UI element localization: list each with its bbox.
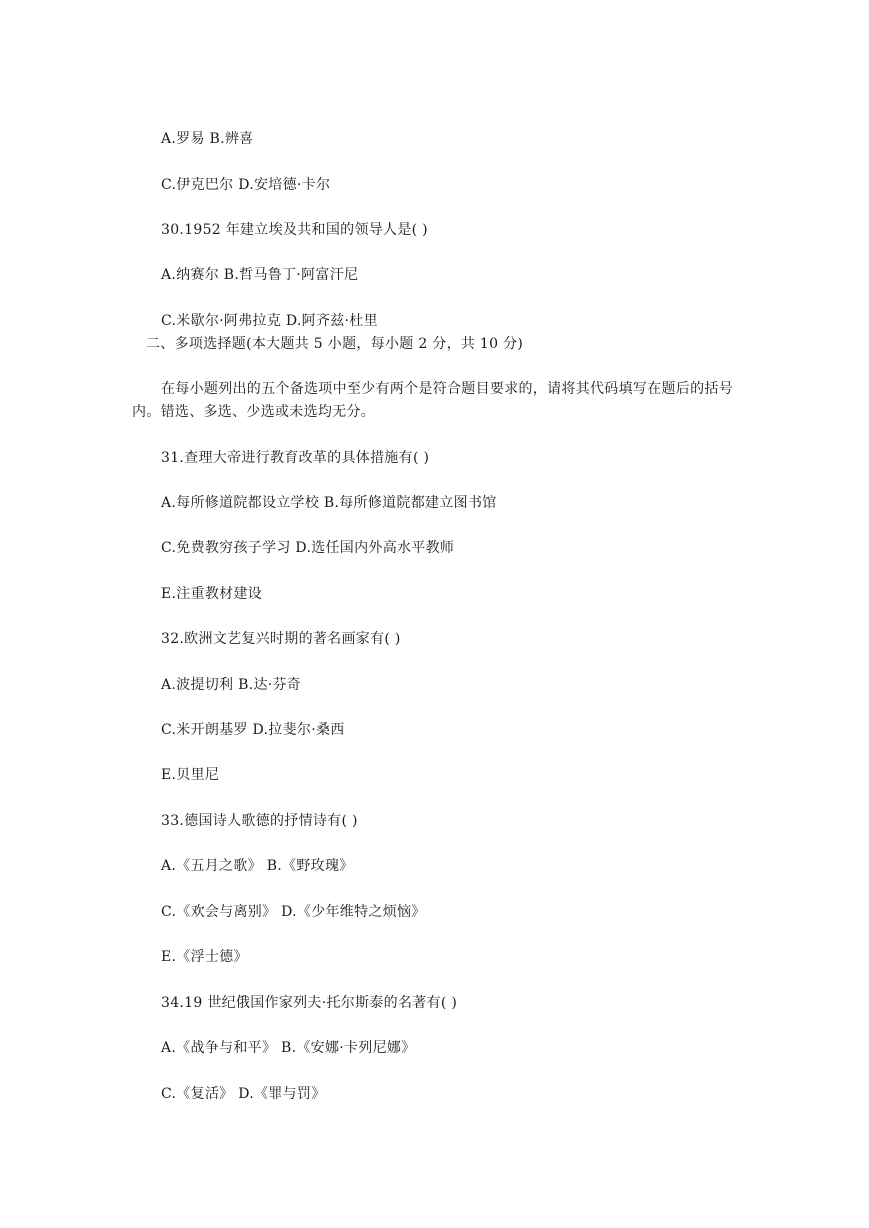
- question-31: 31.查理大帝进行教育改革的具体措施有( ): [161, 450, 430, 466]
- q33-options-cd: C.《欢会与离别》 D.《少年维特之烦恼》: [161, 904, 426, 920]
- q30-options-cd: C.米歇尔·阿弗拉克 D.阿齐兹·杜里: [161, 313, 378, 329]
- q32-option-e: E.贝里尼: [161, 767, 220, 783]
- q31-options-cd: C.免费教穷孩子学习 D.选任国内外高水平教师: [161, 540, 455, 556]
- q34-options-ab: A.《战争与和平》 B.《安娜·卡列尼娜》: [161, 1040, 416, 1056]
- q31-option-e: E.注重教材建设: [161, 586, 263, 602]
- q34-options-cd: C.《复活》 D.《罪与罚》: [161, 1086, 326, 1102]
- question-33: 33.德国诗人歌德的抒情诗有( ): [161, 813, 358, 829]
- q32-options-ab: A.波提切利 B.达·芬奇: [161, 677, 302, 693]
- question-30: 30.1952 年建立埃及共和国的领导人是( ): [161, 222, 428, 238]
- q30-options-ab: A.纳赛尔 B.哲马鲁丁·阿富汗尼: [161, 267, 359, 283]
- section-instructions: 在每小题列出的五个备选项中至少有两个是符合题目要求的，请将其代码填写在题后的括号内。错选、多选、少选或未选均无分。: [132, 381, 733, 420]
- q29-options-cd: C.伊克巴尔 D.安培德·卡尔: [161, 177, 331, 193]
- question-32: 32.欧洲文艺复兴时期的著名画家有( ): [161, 631, 401, 647]
- q33-option-e: E.《浮士德》: [161, 949, 248, 965]
- q33-options-ab: A.《五月之歌》 B.《野玫瑰》: [161, 858, 354, 874]
- q29-options-ab: A.罗易 B.辨喜: [161, 131, 254, 147]
- question-34: 34.19 世纪俄国作家列夫·托尔斯泰的名著有( ): [161, 995, 458, 1011]
- q31-options-ab: A.每所修道院都设立学校 B.每所修道院都建立图书馆: [161, 495, 497, 511]
- section-heading: 二、多项选择题(本大题共 5 小题，每小题 2 分，共 10 分): [146, 336, 524, 352]
- q32-options-cd: C.米开朗基罗 D.拉斐尔·桑西: [161, 722, 345, 738]
